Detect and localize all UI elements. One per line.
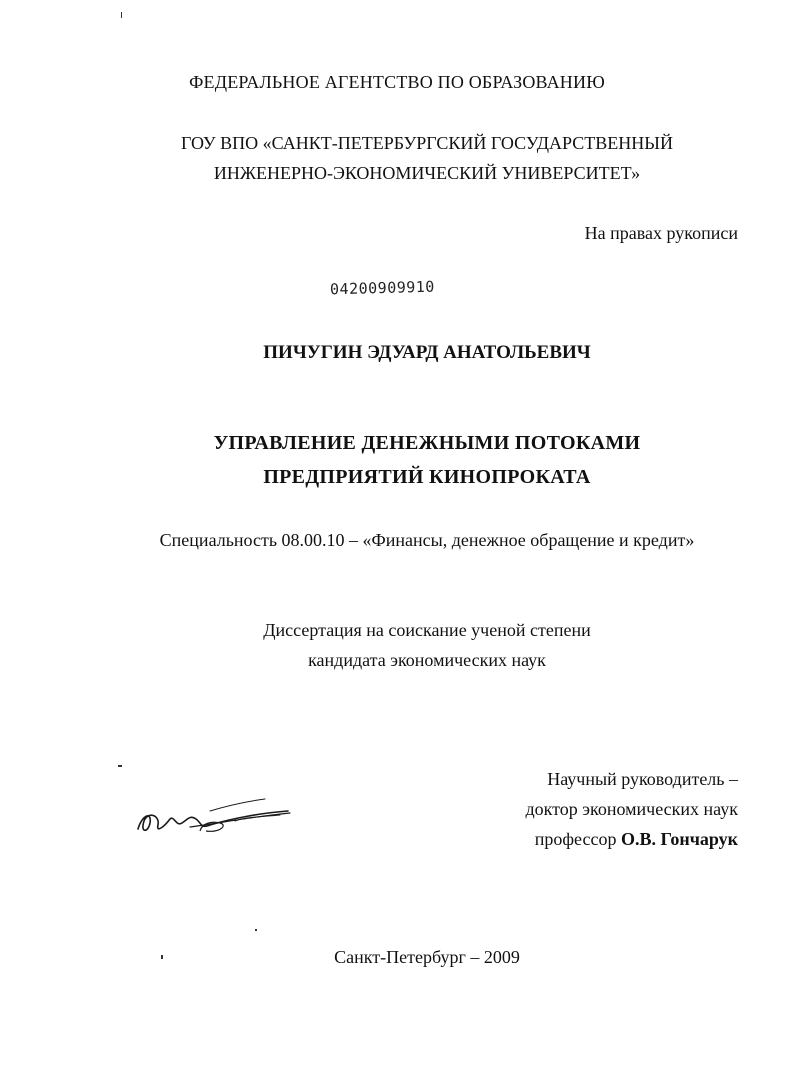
scan-speck (118, 765, 122, 767)
agency-name: ФЕДЕРАЛЬНОЕ АГЕНТСТВО ПО ОБРАЗОВАНИЮ (189, 72, 605, 92)
dissertation-title-line-2: ПРЕДПРИЯТИЙ КИНОПРОКАТА (263, 466, 591, 488)
scan-speck (121, 12, 122, 18)
university-name-line-2: ИНЖЕНЕРНО-ЭКОНОМИЧЕСКИЙ УНИВЕРСИТЕТ» (213, 163, 641, 183)
city-year: Санкт-Петербург – 2009 (334, 947, 520, 967)
dissertation-title-line-1: УПРАВЛЕНИЕ ДЕНЕЖНЫМИ ПОТОКАМИ (213, 432, 641, 454)
supervisor-rank-name (535, 829, 738, 850)
handwritten-signature-icon (130, 793, 300, 843)
university-name-line-1: ГОУ ВПО «САНКТ-ПЕТЕРБУРГСКИЙ ГОСУДАРСТВЕННЫЙ (180, 133, 673, 153)
degree-statement-line-1: Диссертация на соискание ученой степени (263, 620, 591, 640)
scan-speck (255, 929, 257, 931)
author-name: ПИЧУГИН ЭДУАРД АНАТОЛЬЕВИЧ (263, 342, 591, 363)
supervisor-rank: профессор (534, 829, 617, 849)
supervisor-name: О.В. Гончарук (620, 829, 738, 849)
scan-speck (161, 955, 163, 959)
registration-number-stamp: 04200909910 (329, 277, 436, 299)
supervisor-label: Научный руководитель – (547, 769, 738, 789)
specialty: Специальность 08.00.10 – «Финансы, денежное обращение и кредит» (159, 530, 695, 550)
supervisor-degree: доктор экономических наук (525, 799, 738, 819)
degree-statement-line-2: кандидата экономических наук (308, 650, 546, 670)
manuscript-note: На правах рукописи (584, 223, 738, 243)
